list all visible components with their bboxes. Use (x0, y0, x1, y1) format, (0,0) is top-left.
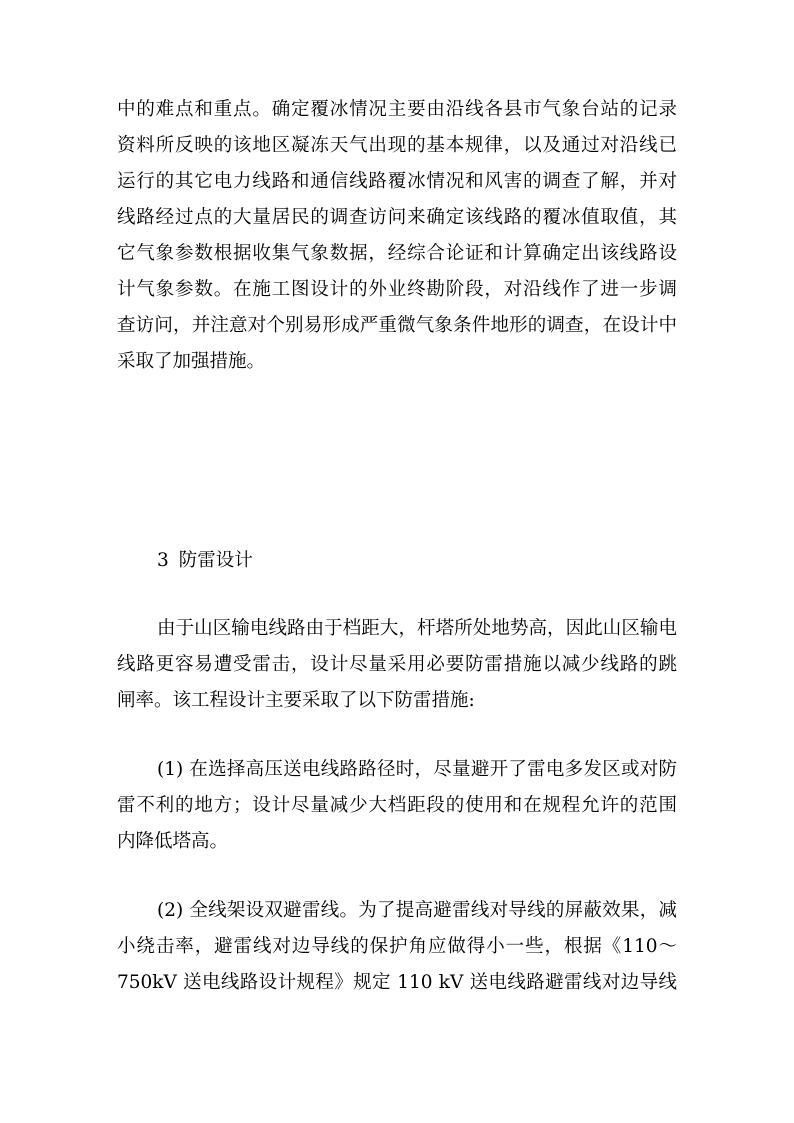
text-line: 内降低塔高。 (117, 831, 229, 852)
text-line: 由于山区输电线路由于档距大，杆塔所处地势高，因此山区输电 (157, 618, 677, 639)
text-line: 计气象参数。在施工图设计的外业终勘阶段，对沿线作了进一步调 (117, 279, 677, 300)
section-number: 3 (157, 550, 169, 571)
text-line: 中的难点和重点。确定覆冰情况主要由沿线各县市气象台站的记录 (117, 99, 677, 120)
text-line: 运行的其它电力线路和通信线路覆冰情况和风害的调查了解，并对 (117, 171, 677, 192)
text-line: 它气象参数根据收集气象数据，经综合论证和计算确定出该线路设 (117, 243, 677, 264)
text-line: 查访问，并注意对个别易形成严重微气象条件地形的调查，在设计中 (117, 315, 677, 336)
text-line: 雷不利的地方；设计尽量减少大档距段的使用和在规程允许的范围 (117, 795, 677, 816)
text-line: (1) 在选择高压送电线路路径时，尽量避开了雷电多发区或对防 (157, 759, 677, 780)
text-line: 线路更容易遭受雷击，设计尽量采用必要防雷措施以减少线路的跳 (117, 654, 677, 675)
text-line: 采取了加强措施。 (117, 351, 266, 372)
text-line: 小绕击率，避雷线对边导线的保护角应做得小一些，根据《110～ (117, 936, 677, 957)
text-line: 线路经过点的大量居民的调查访问来确定该线路的覆冰值取值，其 (117, 207, 677, 228)
text-line: 750kV 送电线路设计规程》规定 110 kV 送电线路避雷线对边导线 (117, 972, 677, 993)
text-line: 资料所反映的该地区凝冻天气出现的基本规律，以及通过对沿线已 (117, 135, 677, 156)
section-heading (157, 546, 253, 576)
section-title: 防雷设计 (178, 550, 253, 571)
text-line: 闸率。该工程设计主要采取了以下防雷措施: (117, 690, 475, 711)
text-line: (2) 全线架设双避雷线。为了提高避雷线对导线的屏蔽效果，减 (157, 900, 677, 921)
